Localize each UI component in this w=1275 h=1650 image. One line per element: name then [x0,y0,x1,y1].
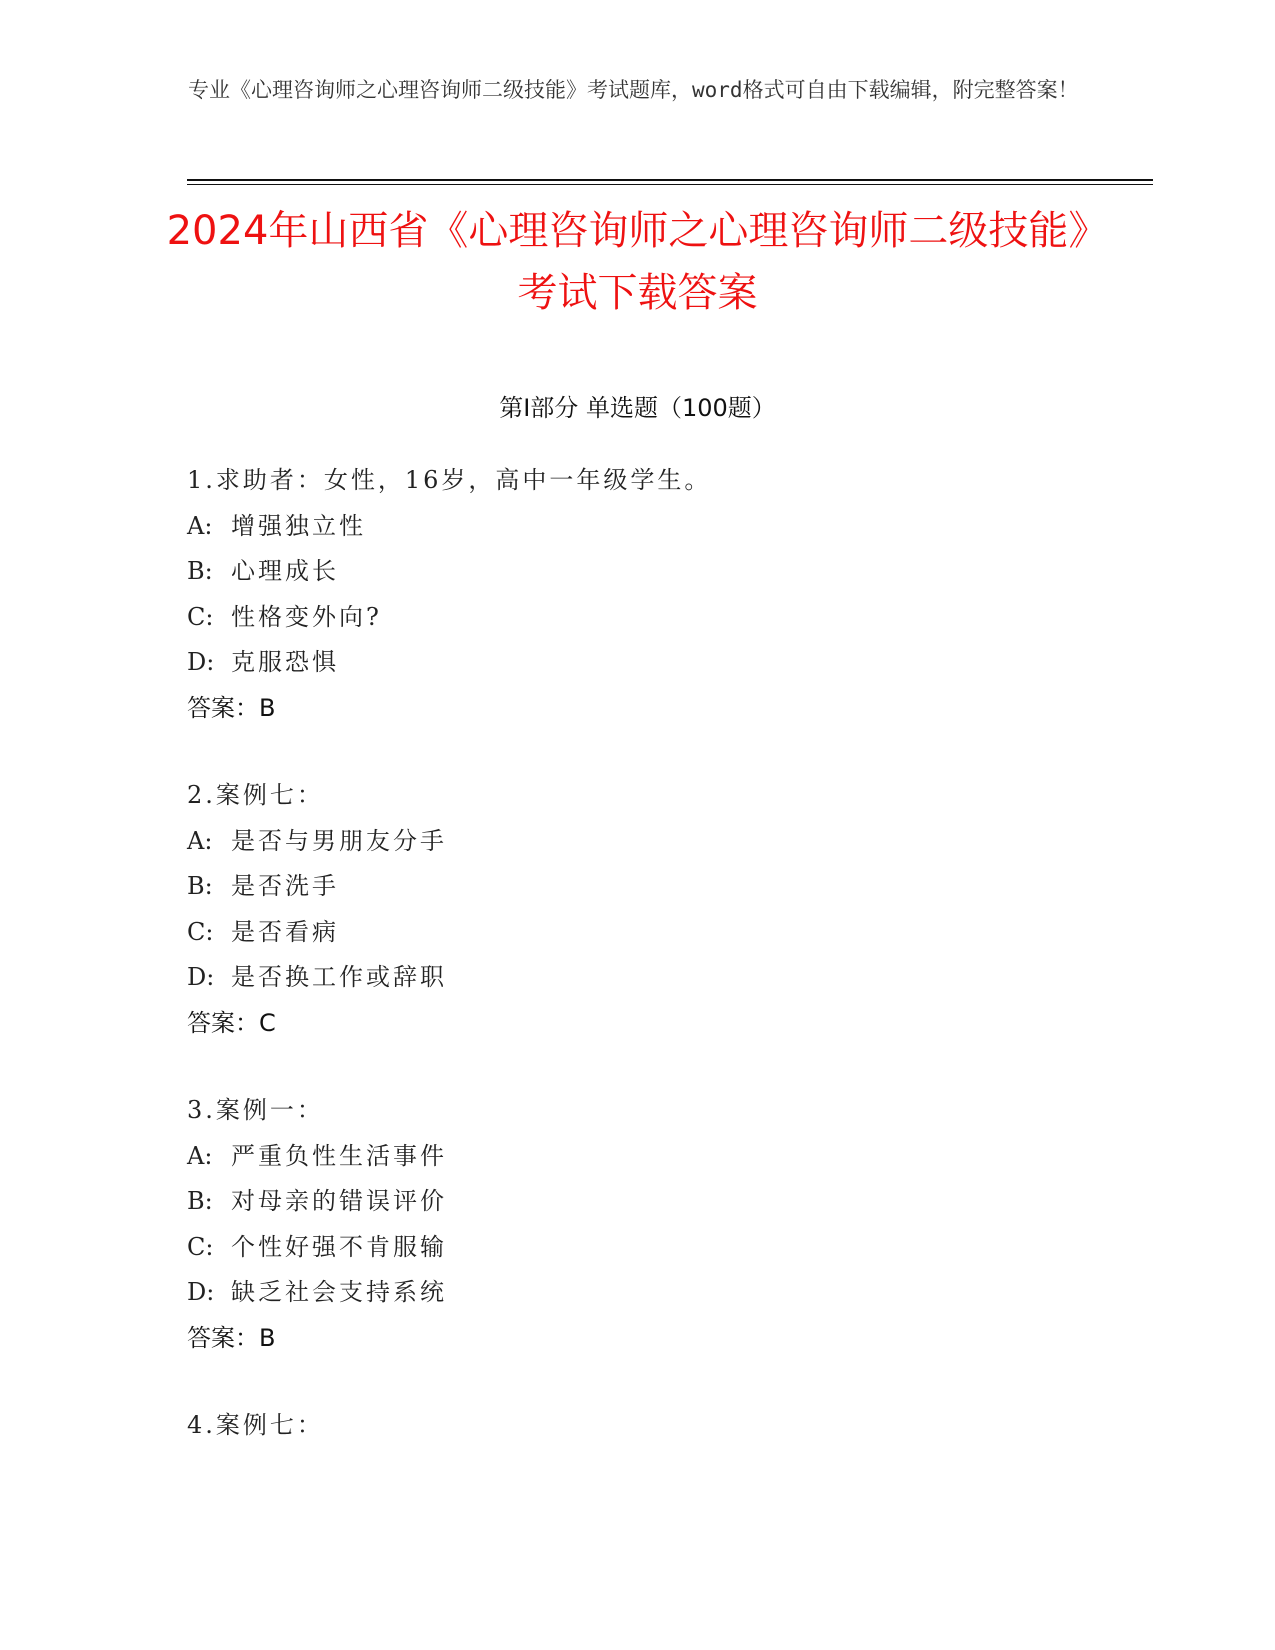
option-a [187,504,1087,550]
option-text: 严重负性生活事件 [231,1141,447,1170]
question-1 [187,458,1087,731]
option-letter: A: [187,1141,213,1170]
option-letter: C: [187,1232,214,1261]
question-stem: 1.求助者：女性，16岁，高中一年级学生。 [187,466,712,494]
option-letter: B: [187,872,213,900]
option-letter: B: [187,557,213,585]
answer-line: 答案：B [187,1323,276,1352]
section-heading: 第I部分 单选题（100题） [499,394,776,422]
document-title: 2024年山西省《心理咨询师之心理咨询师二级技能》考试下载答案 [166,208,1109,316]
question-stem: 3.案例一： [187,1096,324,1124]
option-c [187,910,1087,956]
question-4 [187,1403,1087,1449]
option-text: 缺乏社会支持系统 [231,1278,447,1306]
option-text: 增强独立性 [231,511,366,540]
option-b [187,549,1087,595]
option-text: 心理成长 [231,557,339,585]
option-text: 是否换工作或辞职 [231,963,447,991]
option-text: 对母亲的错误评价 [231,1187,447,1215]
option-letter: D: [187,963,215,991]
answer-line: 答案：B [187,693,276,722]
option-letter: D: [187,1278,215,1306]
option-d [187,955,1087,1001]
option-a [187,1134,1087,1180]
option-c [187,1225,1087,1271]
option-letter: A: [187,826,213,855]
question-stem: 2.案例七： [187,781,324,809]
question-3 [187,1088,1087,1361]
option-text: 是否与男朋友分手 [231,826,447,855]
header-divider-thin [187,184,1153,185]
option-letter: D: [187,648,215,676]
option-text: 个性好强不肯服输 [231,1232,447,1261]
option-c [187,595,1087,641]
option-letter: C: [187,917,214,946]
option-text: 克服恐惧 [231,648,339,676]
header-divider-thick [187,179,1153,181]
option-text: 是否洗手 [231,872,339,900]
option-text: 是否看病 [231,917,339,946]
option-b [187,1179,1087,1225]
option-letter: C: [187,602,214,631]
option-d [187,640,1087,686]
option-b [187,864,1087,910]
question-stem: 4.案例七： [187,1411,324,1439]
option-letter: A: [187,511,213,540]
question-2 [187,773,1087,1046]
option-d [187,1270,1087,1316]
header-note: 专业《心理咨询师之心理咨询师二级技能》考试题库，word格式可自由下载编辑，附完整答案！ [188,78,1079,102]
option-text: 性格变外向? [231,602,382,631]
option-letter: B: [187,1187,213,1215]
answer-line: 答案：C [187,1008,276,1037]
option-a [187,819,1087,865]
